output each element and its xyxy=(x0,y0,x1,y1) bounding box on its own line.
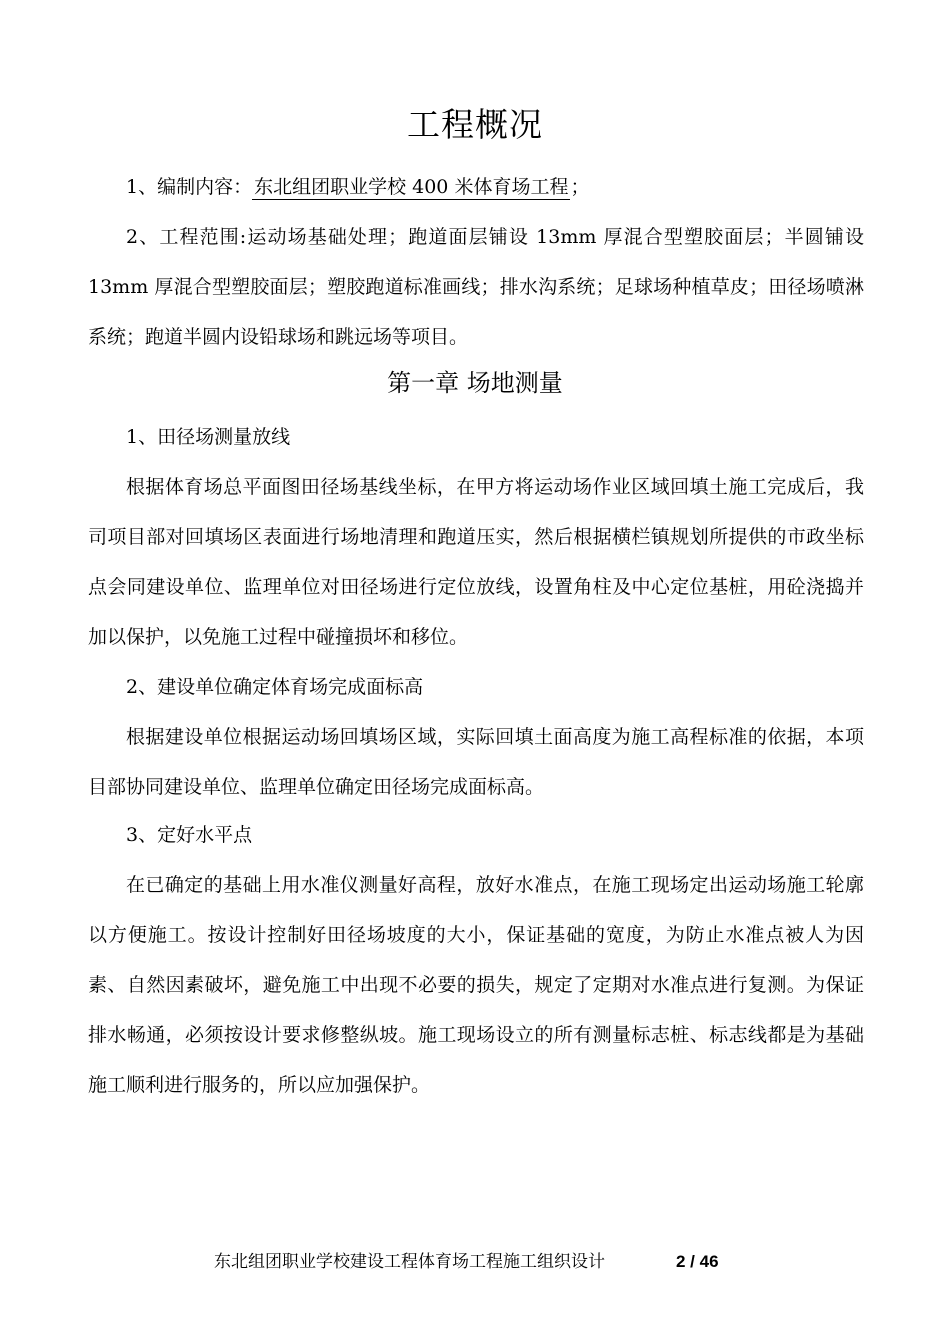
footer-document-title: 东北组团职业学校建设工程体育场工程施工组织设计 xyxy=(214,1252,605,1272)
section3-heading: 3、定好水平点 xyxy=(126,824,253,846)
section2-heading: 2、建设单位确定体育场完成面标高 xyxy=(126,676,424,698)
page-number: 2 / 46 xyxy=(676,1252,719,1271)
section1-heading: 1、田径场测量放线 xyxy=(126,426,291,448)
page-footer xyxy=(0,1250,950,1274)
page-title: 工程概况 xyxy=(407,105,543,144)
section3-paragraph: 在已确定的基础上用水准仪测量好高程，放好水准点，在施工现场定出运动场施工轮廓以方便施工。按设计控制好田径场坡度的大小，保证基础的宽度，为防止水准点被人为因素、自然因素破坏，避免施工中出现不必要的损失，规定了定期对水准点进行复测。为保证排水畅通，必须按设计要求修整纵坡。施工现场设立的所有测量标志桩、标志线都是为基础施工顺利进行服务的，所以应加强保护。 xyxy=(88,874,864,1096)
item1-suffix: ； xyxy=(570,176,590,198)
chapter-heading: 第一章 场地测量 xyxy=(387,369,563,397)
section1-paragraph: 根据体育场总平面图田径场基线坐标，在甲方将运动场作业区域回填土施工完成后，我司项目部对回填场区表面进行场地清理和跑道压实，然后根据横栏镇规划所提供的市政坐标点会同建设单位、监理单位对田径场进行定位放线，设置角柱及中心定位基桩，用砼浇捣并加以保护，以免施工过程中碰撞损坏和移位。 xyxy=(88,476,864,648)
project-name-underlined: 东北组团职业学校 400 米体育场工程 xyxy=(254,176,569,198)
item1-label: 1、编制内容： xyxy=(126,176,253,198)
item-project-scope: 2、工程范围:运动场基础处理；跑道面层铺设 13mm 厚混合型塑胶面层；半圆铺设 13mm 厚混合型塑胶面层；塑胶跑道标准画线；排水沟系统；足球场种植草皮；田径场喷淋系统；跑道半圆内设铅球场和跳远场等项目。 xyxy=(88,226,864,348)
section2-paragraph: 根据建设单位根据运动场回填场区域，实际回填土面高度为施工高程标准的依据，本项目部协同建设单位、监理单位确定田径场完成面标高。 xyxy=(88,726,864,798)
item-compilation-content xyxy=(88,162,864,212)
